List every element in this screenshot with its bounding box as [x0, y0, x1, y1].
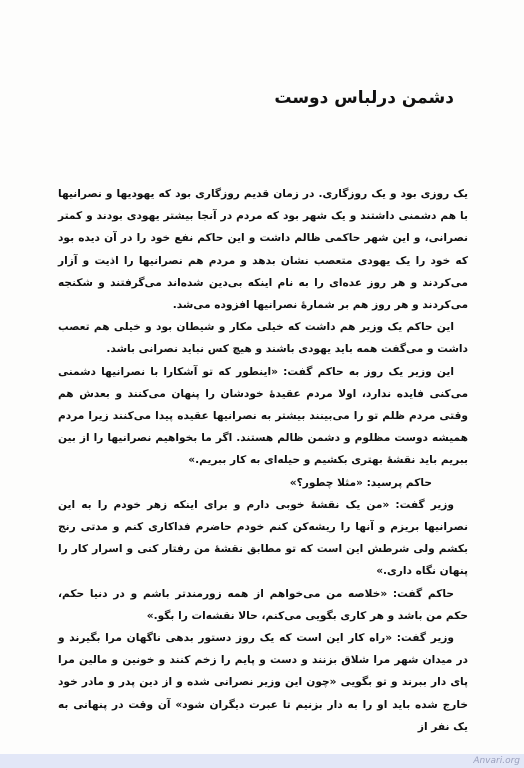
- watermark: Anvari.org: [473, 756, 520, 766]
- paragraph-7: وزیر گفت: «راه کار این است که یک روز دستور بدهی ناگهان مرا بگیرند و در میدان شهر مرا شلاق بزنند و دست و پایم را زخم کنند و خونین و مالین مرا پای دار ببرند و تو بگویی «چون این وزیر نصرانی شده و از دین پدر و مادر خود خارج شده باید او را به دار بزنیم تا عبرت دیگران شود» آن وقت در پنهانی به یک نفر از: [58, 632, 468, 733]
- paragraph-5: وزیر گفت: «من یک نقشهٔ خوبی دارم و برای اینکه زهر خودم را به این نصرانیها بریزم و آنها را ریشه‌کن کنم خودم حاضرم فداکاری کنم و مدتی رنج بکشم ولی شرطش این است که تو مطابق نقشهٔ من رفتار کنی و اسرار کار را پنهان نگاه داری.»: [58, 498, 468, 578]
- paragraph-4: حاکم پرسید: «مثلا چطور؟»: [289, 476, 432, 489]
- page-title: دشمن درلباس دوست: [274, 88, 454, 108]
- paragraph-1: یک روزی بود و یک روزگاری. در زمان قدیم روزگاری بود که یهودیها و نصرانیها با هم دشمنی داشتند و یک شهر بود که مردم در آنجا بیشتر یهودی بودند و کمتر نصرانی، و این شهر حاکمی ظالم داشت و این حاکم نفع خود را در آن دیده بود که خود را یک یهودی متعصب نشان بدهد و مردم هم نصرانیها را اذیت و آزار می‌کردند و هر روز عده‌ای را به نام اینکه بی‌دین شده‌اند می‌گرفتند و شکنجه می‌کردند و هر روز هم بر شمارهٔ نصرانیها افزوده می‌شد.: [58, 188, 468, 312]
- paragraph-6: حاکم گفت: «خلاصه من می‌خواهم از همه زورمندتر باشم و در دنیا حکم، حکم من باشد و هر کاری بگویی می‌کنم، حالا نقشه‌ات را بگو.»: [58, 587, 468, 622]
- story-body: [58, 183, 468, 738]
- footer-bar: [0, 754, 524, 768]
- paragraph-2: این حاکم یک وزیر هم داشت که خیلی مکار و شیطان بود و خیلی هم تعصب داشت و می‌گفت همه باید یهودی باشند و هیچ کس نباید نصرانی باشد.: [58, 321, 468, 356]
- paragraph-3: این وزیر یک روز به حاکم گفت: «اینطور که تو آشکارا با نصرانیها دشمنی می‌کنی فایده ندارد، اولا مردم عقیدهٔ خودشان را پنهان می‌کنند و بعدش هم وقتی مردم ظلم تو را می‌بینند بیشتر به نصرانیها عقیده پیدا می‌کنند زیرا مردم همیشه دوست مظلوم و دشمن ظالم هستند. اگر ما بخواهیم نصرانیها را از بین ببریم باید نقشهٔ بهتری بکشیم و حیله‌ای به کار ببریم.»: [58, 365, 468, 467]
